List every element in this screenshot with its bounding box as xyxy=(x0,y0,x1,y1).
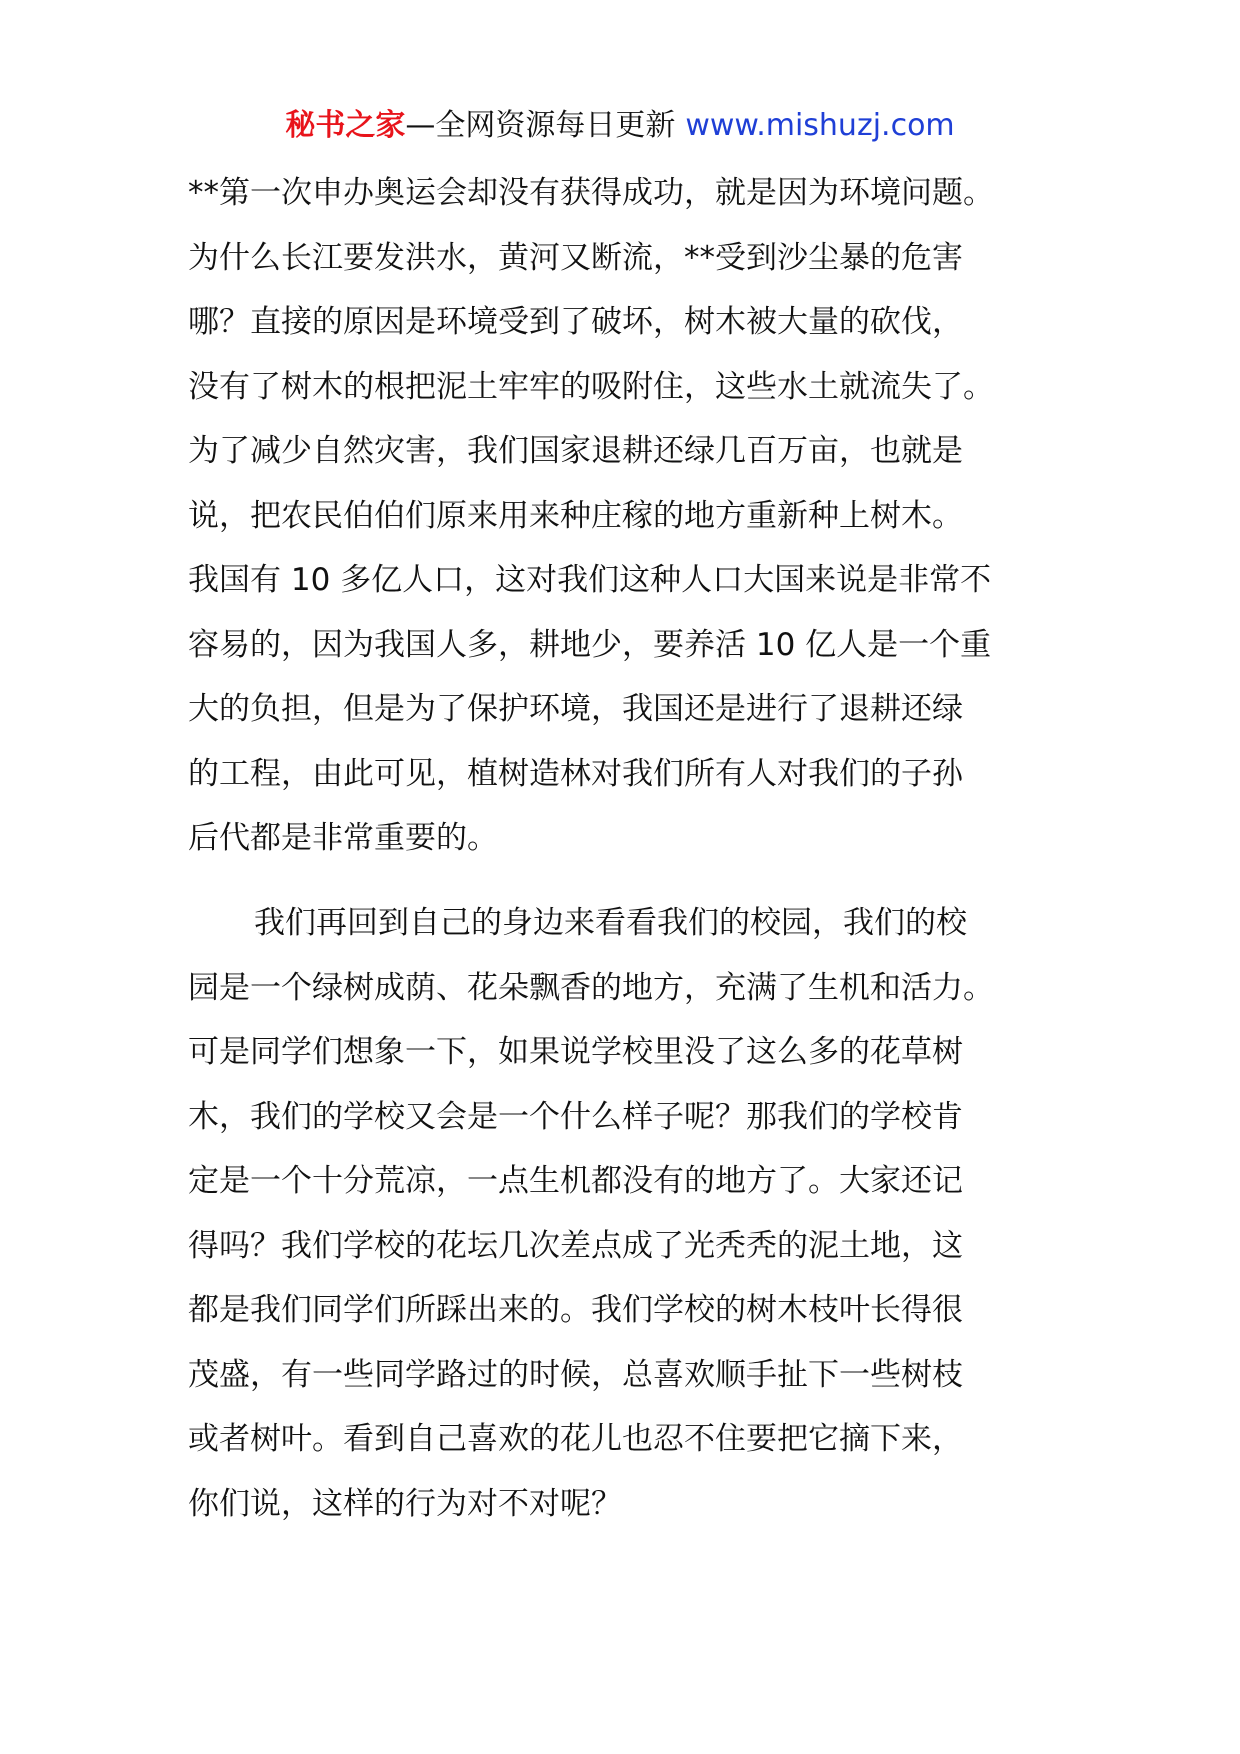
text-line: 或者树叶。看到自己喜欢的花儿也忍不住要把它摘下来， xyxy=(188,1421,963,1457)
text-line: 你们说，这样的行为对不对呢？ xyxy=(188,1485,622,1522)
text-line: 大的负担，但是为了保护环境，我国还是进行了退耕还绿 xyxy=(188,691,963,727)
text-line: 为什么长江要发洪水，黄河又断流，**受到沙尘暴的危害 xyxy=(188,239,963,276)
text-line: **第一次申办奥运会却没有获得成功，就是因为环境问题。 xyxy=(188,175,994,211)
site-url-link[interactable]: www.mishuzj.com xyxy=(685,108,955,143)
text-line: 我国有 10 多亿人口，这对我们这种人口大国来说是非常不 xyxy=(188,562,992,598)
brand-name: 秘书之家 xyxy=(285,108,406,143)
text-line: 木，我们的学校又会是一个什么样子呢？那我们的学校肯 xyxy=(188,1098,963,1135)
text-line: 茂盛，有一些同学路过的时候，总喜欢顺手扯下一些树枝 xyxy=(188,1356,963,1393)
text-line: 哪？直接的原因是环境受到了破坏，树木被大量的砍伐， xyxy=(188,304,963,340)
header-slogan: —全网资源每日更新 xyxy=(405,108,676,143)
text-line: 没有了树木的根把泥土牢牢的吸附住，这些水土就流失了。 xyxy=(188,368,994,405)
paragraph-1 xyxy=(188,161,1048,871)
text-line: 定是一个十分荒凉，一点生机都没有的地方了。大家还记 xyxy=(188,1163,963,1199)
text-line: 可是同学们想象一下，如果说学校里没了这么多的花草树 xyxy=(188,1034,963,1070)
text-line: 园是一个绿树成荫、花朵飘香的地方，充满了生机和活力。 xyxy=(188,969,994,1006)
page-header xyxy=(0,104,1240,148)
text-line: 后代都是非常重要的。 xyxy=(188,820,498,856)
text-line: 得吗？我们学校的花坛几次差点成了光秃秃的泥土地，这 xyxy=(188,1227,963,1264)
text-line: 容易的，因为我国人多，耕地少，要养活 10 亿人是一个重 xyxy=(188,626,992,663)
paragraph-2 xyxy=(188,891,1048,1536)
text-line: 说，把农民伯伯们原来用来种庄稼的地方重新种上树木。 xyxy=(188,497,963,534)
text-line-first: 我们再回到自己的身边来看看我们的校园，我们的校 xyxy=(254,905,967,941)
text-line: 为了减少自然灾害，我们国家退耕还绿几百万亩，也就是 xyxy=(188,433,963,469)
text-line: 都是我们同学们所踩出来的。我们学校的树木枝叶长得很 xyxy=(188,1292,963,1328)
text-line: 的工程，由此可见，植树造林对我们所有人对我们的子孙 xyxy=(188,755,963,792)
